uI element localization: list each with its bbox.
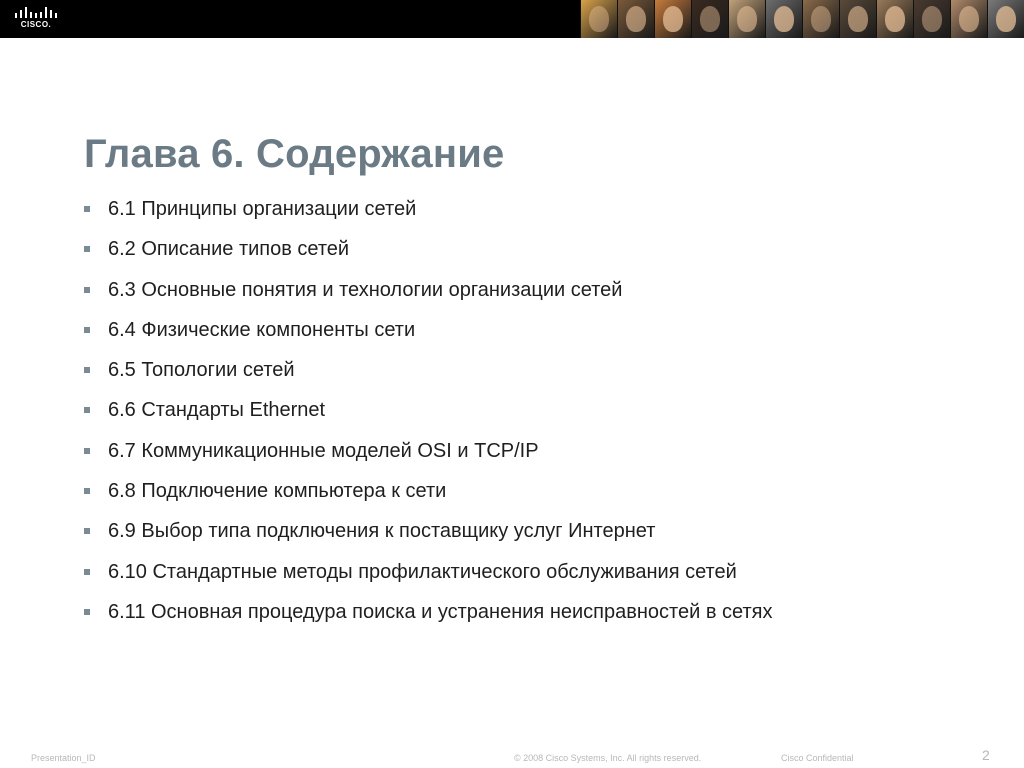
face-icon	[663, 6, 683, 32]
portrait-photo	[580, 0, 617, 38]
portrait-photo	[691, 0, 728, 38]
face-icon	[626, 6, 646, 32]
portrait-photo	[987, 0, 1024, 38]
list-item-text: 6.5 Топологии сетей	[108, 359, 295, 382]
bullet-icon	[84, 206, 90, 212]
list-item	[84, 519, 772, 559]
footer-copyright: © 2008 Cisco Systems, Inc. All rights reserved.	[514, 753, 702, 763]
portrait-photo	[765, 0, 802, 38]
footer-presentation-id: Presentation_ID	[31, 753, 96, 763]
list-item	[84, 479, 772, 519]
cisco-logo	[12, 7, 60, 31]
list-item	[84, 560, 772, 600]
contents-list	[84, 197, 772, 640]
portrait-photo	[839, 0, 876, 38]
portrait-photo	[802, 0, 839, 38]
face-icon	[737, 6, 757, 32]
portrait-photo	[876, 0, 913, 38]
face-icon	[959, 6, 979, 32]
list-item	[84, 318, 772, 358]
face-icon	[700, 6, 720, 32]
list-item	[84, 398, 772, 438]
face-icon	[996, 6, 1016, 32]
face-icon	[811, 6, 831, 32]
list-item	[84, 439, 772, 479]
list-item-text: 6.7 Коммуникационные моделей OSI и TCP/IP	[108, 439, 539, 462]
list-item-text: 6.10 Стандартные методы профилактического обслуживания сетей	[108, 560, 737, 583]
cisco-bridge-icon	[14, 7, 58, 19]
bullet-icon	[84, 327, 90, 333]
portrait-photo	[950, 0, 987, 38]
list-item-text: 6.1 Принципы организации сетей	[108, 198, 417, 220]
list-item	[84, 600, 772, 640]
list-item-text: 6.11 Основная процедура поиска и устранения неисправностей в сетях	[108, 600, 773, 623]
bullet-icon	[84, 287, 90, 293]
cisco-logo-text: CISCO.	[20, 20, 52, 29]
bullet-icon	[84, 246, 90, 252]
face-icon	[848, 6, 868, 32]
bullet-icon	[84, 488, 90, 494]
portrait-photo	[728, 0, 765, 38]
bullet-icon	[84, 609, 90, 615]
list-item	[84, 278, 772, 318]
bullet-icon	[84, 407, 90, 413]
face-icon	[589, 6, 609, 32]
face-icon	[774, 6, 794, 32]
bullet-icon	[84, 367, 90, 373]
list-item	[84, 197, 772, 237]
portrait-photo	[654, 0, 691, 38]
face-icon	[885, 6, 905, 32]
bullet-icon	[84, 448, 90, 454]
portrait-photo	[913, 0, 950, 38]
page-number: 2	[982, 747, 990, 763]
bullet-icon	[84, 569, 90, 575]
list-item-text: 6.9 Выбор типа подключения к поставщику услуг Интернет	[108, 520, 656, 543]
list-item-text: 6.8 Подключение компьютера к сети	[108, 480, 447, 503]
photo-strip	[580, 0, 1024, 38]
header-bar	[0, 0, 1024, 38]
list-item	[84, 237, 772, 277]
footer-confidential: Cisco Confidential	[781, 753, 854, 763]
list-item-text: 6.2 Описание типов сетей	[108, 238, 350, 261]
face-icon	[922, 6, 942, 32]
slide-title: Глава 6. Содержание	[84, 132, 505, 176]
list-item-text: 6.3 Основные понятия и технологии организации сетей	[108, 278, 623, 301]
list-item-text: 6.6 Стандарты Ethernet	[108, 399, 326, 422]
list-item	[84, 358, 772, 398]
bullet-icon	[84, 528, 90, 534]
portrait-photo	[617, 0, 654, 38]
list-item-text: 6.4 Физические компоненты сети	[108, 318, 416, 341]
